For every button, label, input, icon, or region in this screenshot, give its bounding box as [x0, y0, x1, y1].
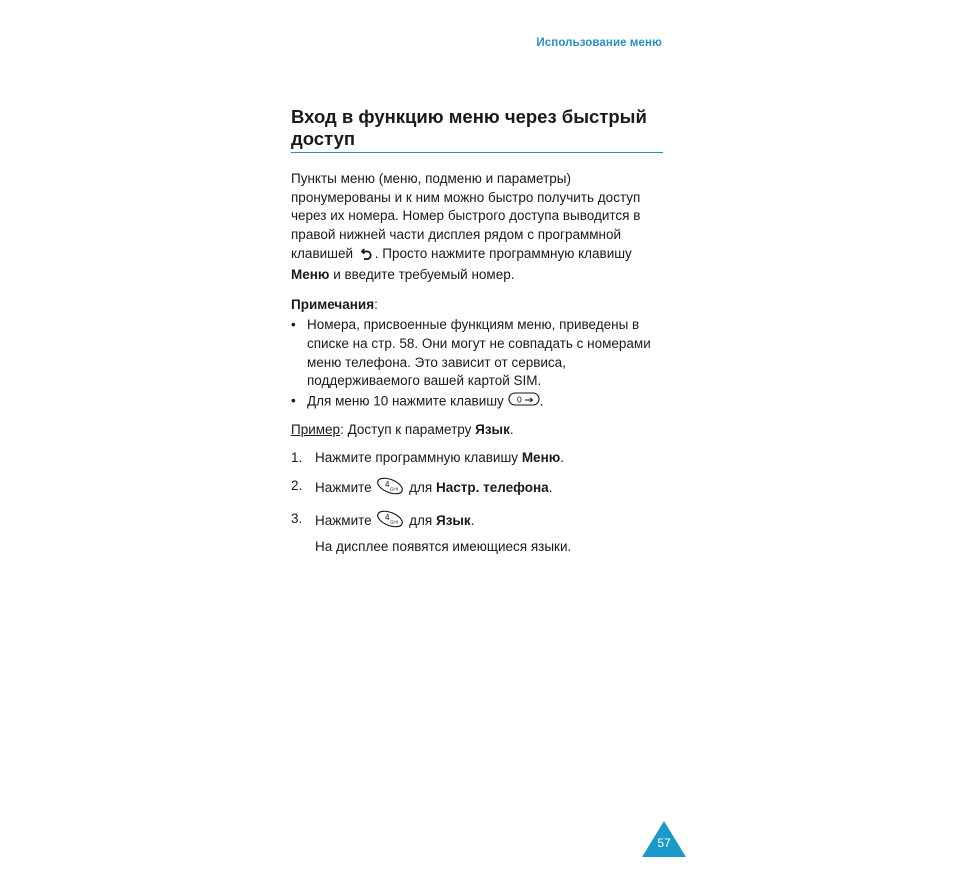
- notes-colon: :: [374, 297, 378, 313]
- example-text: : Доступ к параметру: [340, 421, 476, 437]
- back-arrow-icon: [361, 247, 373, 266]
- key-4-label: 4: [385, 479, 390, 489]
- step-text: Нажмите: [315, 479, 376, 495]
- step-number: 3.: [291, 510, 303, 526]
- intro-text-2: . Просто нажмите программную клавишу: [374, 245, 632, 261]
- example-line: [291, 421, 663, 439]
- step-end: .: [548, 479, 553, 495]
- notes-heading: [291, 296, 663, 314]
- notes-title: Примечания: [291, 297, 375, 313]
- bullet: •: [291, 317, 296, 333]
- page-title: Вход в функцию меню через быстрый доступ: [291, 106, 663, 153]
- example-bold: Язык: [475, 421, 510, 437]
- key-4-sublabel: GHI: [390, 486, 399, 492]
- bullet: •: [291, 393, 296, 409]
- step-text: Нажмите: [315, 512, 376, 528]
- result-text: На дисплее появятся имеющиеся языки.: [315, 538, 572, 554]
- key-4-label: 4: [385, 512, 390, 522]
- key-0-icon: [508, 392, 540, 412]
- example-label: Пример: [291, 421, 341, 437]
- step-end: .: [470, 512, 475, 528]
- key-0-label: 0: [516, 394, 522, 405]
- key-4-icon: [375, 510, 405, 533]
- intro-text-1: Пункты меню (меню, подменю и параметры) пронумерованы и к ним можно быстро получить доступ через их номера. Номер быстрого доступа выводится в правой нижней части дисплея рядом с программной клавишей: [291, 171, 641, 261]
- list-item: [291, 316, 663, 391]
- step-after-icon: для: [405, 512, 436, 528]
- step-number: 1.: [291, 449, 303, 465]
- notes-list: [291, 316, 663, 412]
- step-after-icon: для: [405, 479, 436, 495]
- intro-text-3: и введите требуемый номер.: [329, 266, 515, 282]
- step-number: 2.: [291, 477, 303, 493]
- note-text: Для меню 10 нажмите клавишу: [307, 393, 508, 409]
- intro-paragraph: [291, 170, 663, 284]
- step-bold: Настр. телефона: [435, 479, 549, 495]
- note-text: Номера, присвоенные функциям меню, приведены в списке на стр. 58. Они могут не совпадать с номерами меню телефона. Это зависит от сервиса, поддерживаемого вашей картой SIM.: [307, 317, 651, 389]
- steps-list: [291, 449, 663, 533]
- page-header-section: Использование меню: [536, 37, 662, 49]
- list-item: [291, 392, 663, 412]
- step-item: [291, 510, 663, 533]
- note-end: .: [539, 393, 544, 409]
- step-bold: Меню: [521, 449, 561, 465]
- step-item: [291, 477, 663, 500]
- key-4-icon: [375, 477, 405, 500]
- step-text: Нажмите программную клавишу: [315, 449, 522, 465]
- step-item: [291, 449, 663, 467]
- page-number: 57: [657, 836, 671, 850]
- key-4-sublabel: GHI: [390, 519, 399, 525]
- example-end: .: [509, 421, 514, 437]
- content: [291, 106, 663, 556]
- step-bold: Язык: [435, 512, 471, 528]
- step-end: .: [560, 449, 565, 465]
- intro-bold-menu: Меню: [291, 266, 330, 282]
